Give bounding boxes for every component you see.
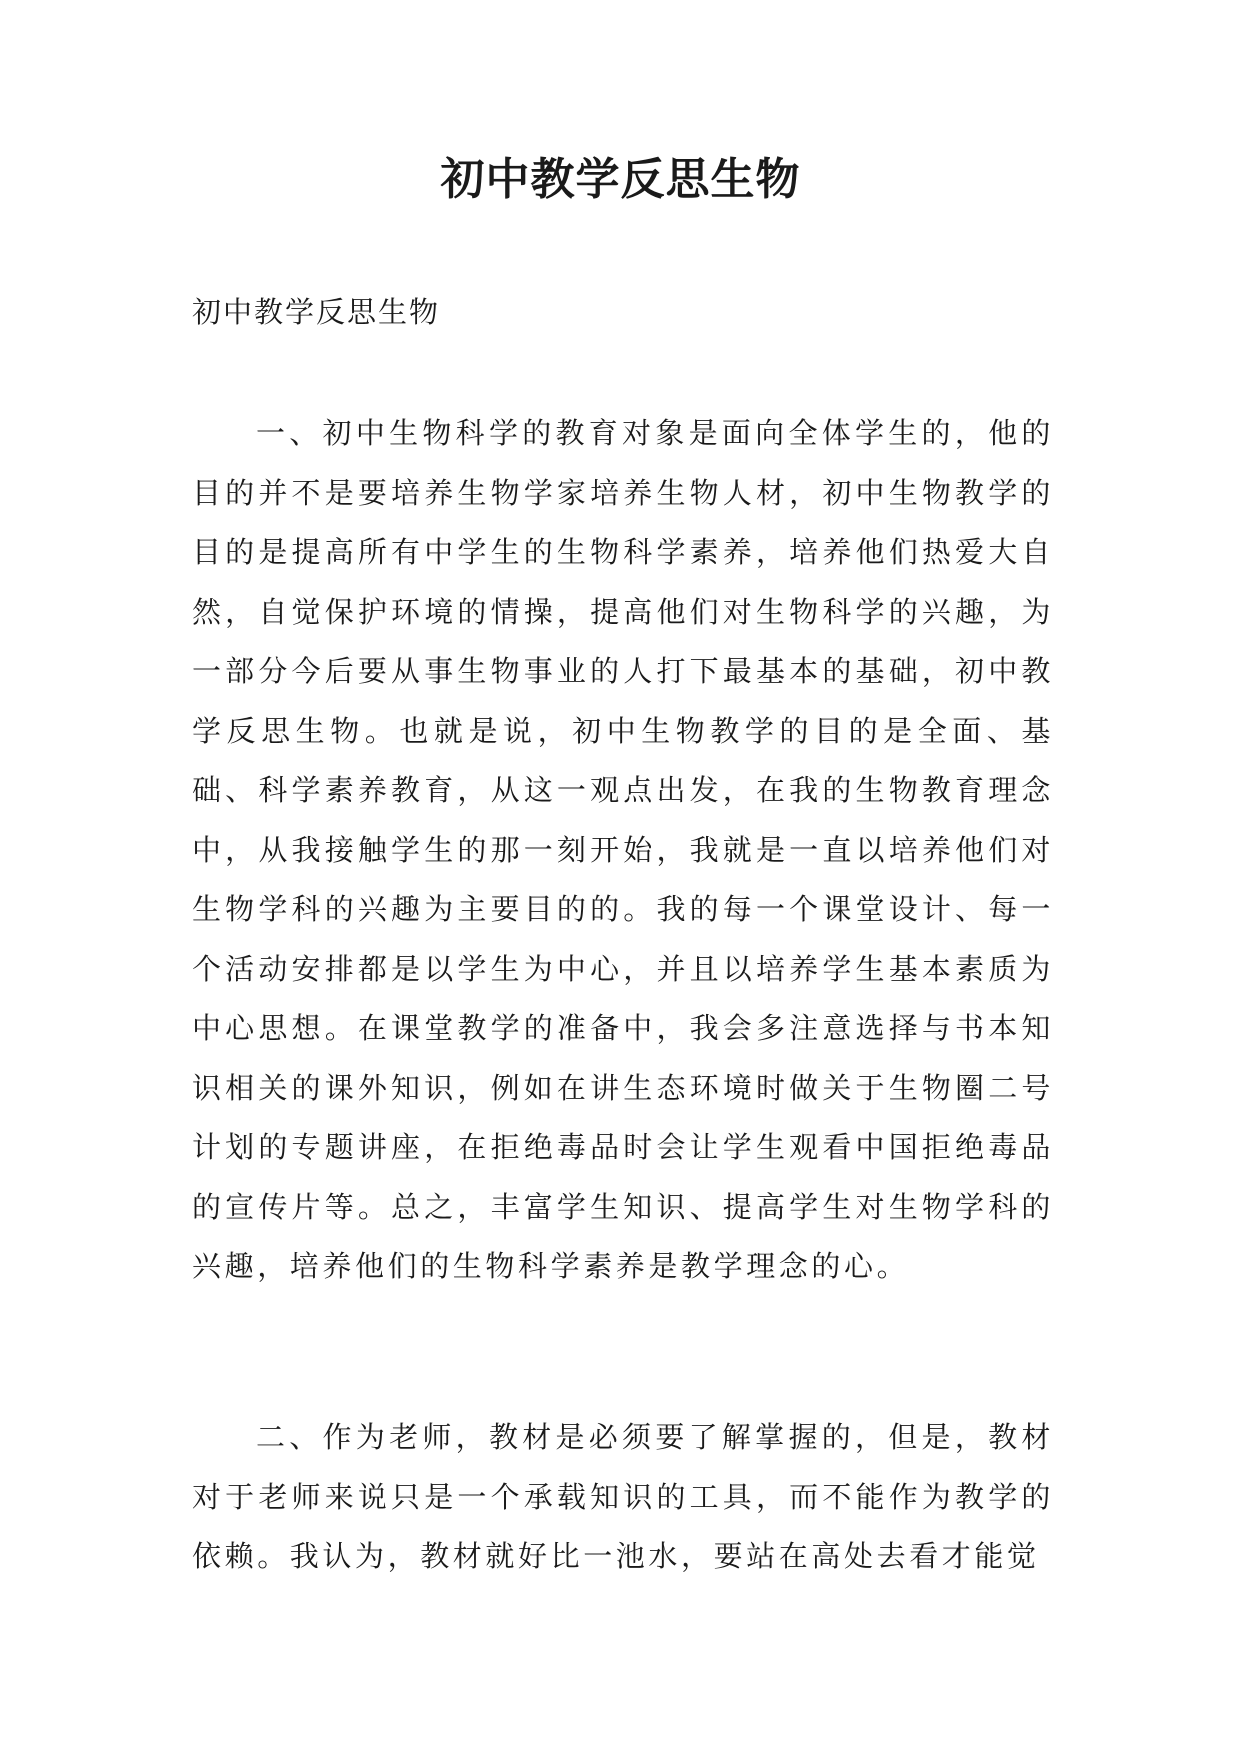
document-title: 初中教学反思生物 [440,154,801,205]
document-subheading: 初中教学反思生物 [192,295,441,329]
paragraph-1: 一、初中生物科学的教育对象是面向全体学生的，他的目的并不是要培养生物学家培养生物人材，初中生物教学的目的是提高所有中学生的生物科学素养，培养他们热爱大自然，自觉保护环境的情操，提高他们对生物科学的兴趣，为一部分今后要从事生物事业的人打下最基本的基础，初中教学反思生物。也就是说，初中生物教学的目的是全面、基础、科学素养教育，从这一观点出发，在我的生物教育理念中，从我接触学生的那一刻开始，我就是一直以培养他们对生物学科的兴趣为主要目的的。我的每一个课堂设计、每一个活动安排都是以学生为中心，并且以培养学生基本素质为中心思想。在课堂教学的准备中，我会多注意选择与书本知识相关的课外知识，例如在讲生态环境时做关于生物圈二号计划的专题讲座，在拒绝毒品时会让学生观看中国拒绝毒品的宣传片等。总之，丰富学生知识、提高学生对生物学科的兴趣，培养他们的生物科学素养是教学理念的心。 [192,416,1054,1283]
paragraph-2: 二、作为老师，教材是必须要了解掌握的，但是，教材对于老师来说只是一个承载知识的工具，而不能作为教学的依赖。我认为，教材就好比一池水，要站在高处去看才能觉 [192,1420,1054,1573]
